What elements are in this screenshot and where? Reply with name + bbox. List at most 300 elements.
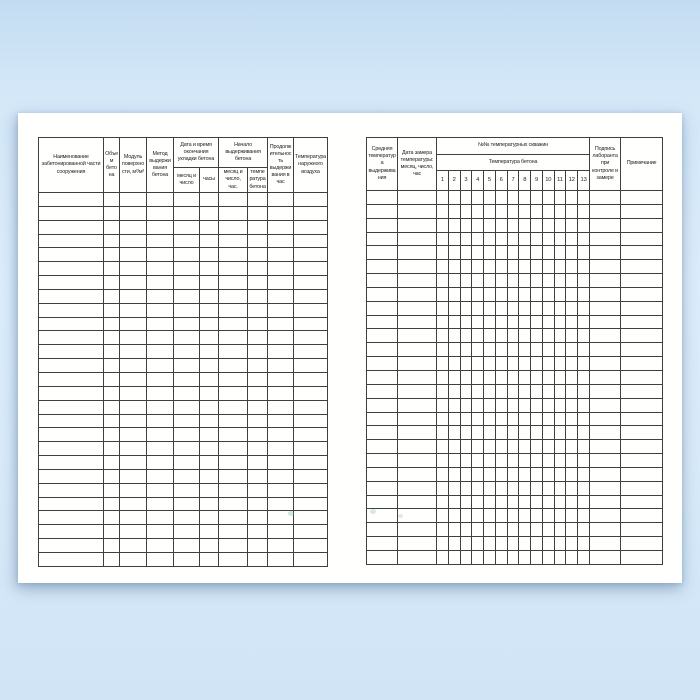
empty-cell bbox=[507, 232, 519, 246]
empty-cell bbox=[519, 232, 531, 246]
empty-cell bbox=[531, 370, 543, 384]
empty-cell bbox=[590, 523, 621, 537]
empty-cell bbox=[120, 276, 147, 290]
empty-cell bbox=[448, 412, 460, 426]
empty-cell bbox=[566, 274, 578, 288]
empty-cell bbox=[268, 234, 294, 248]
empty-cell bbox=[398, 426, 437, 440]
empty-cell bbox=[147, 234, 174, 248]
empty-cell bbox=[39, 289, 104, 303]
empty-cell bbox=[268, 289, 294, 303]
table-row bbox=[39, 428, 328, 442]
empty-cell bbox=[460, 398, 472, 412]
empty-cell bbox=[519, 287, 531, 301]
table-row bbox=[39, 193, 328, 207]
empty-cell bbox=[294, 206, 328, 220]
empty-cell bbox=[200, 206, 219, 220]
empty-cell bbox=[437, 274, 449, 288]
empty-cell bbox=[621, 509, 663, 523]
empty-cell bbox=[200, 525, 219, 539]
empty-cell bbox=[437, 315, 449, 329]
empty-cell bbox=[200, 428, 219, 442]
col-header-outdoor-air-temp: Температура наружного воздуха bbox=[294, 138, 328, 193]
empty-cell bbox=[104, 234, 120, 248]
table-row bbox=[367, 537, 663, 551]
empty-cell bbox=[484, 481, 496, 495]
empty-cell bbox=[437, 440, 449, 454]
empty-cell bbox=[200, 345, 219, 359]
table-row bbox=[367, 287, 663, 301]
empty-cell bbox=[268, 276, 294, 290]
col-header-curing-method: Метод выдерживания бетона bbox=[147, 138, 174, 193]
empty-cell bbox=[448, 274, 460, 288]
empty-cell bbox=[531, 509, 543, 523]
empty-cell bbox=[147, 345, 174, 359]
empty-cell bbox=[519, 523, 531, 537]
col-header-well-6: 6 bbox=[495, 171, 507, 191]
empty-cell bbox=[219, 414, 248, 428]
empty-cell bbox=[542, 191, 554, 205]
empty-cell bbox=[219, 386, 248, 400]
empty-cell bbox=[174, 414, 200, 428]
empty-cell bbox=[566, 260, 578, 274]
table-row bbox=[367, 370, 663, 384]
empty-cell bbox=[120, 289, 147, 303]
empty-cell bbox=[147, 552, 174, 566]
empty-cell bbox=[590, 454, 621, 468]
empty-cell bbox=[554, 301, 566, 315]
empty-cell bbox=[174, 234, 200, 248]
empty-cell bbox=[268, 317, 294, 331]
empty-cell bbox=[174, 262, 200, 276]
empty-cell bbox=[398, 315, 437, 329]
empty-cell bbox=[484, 343, 496, 357]
empty-cell bbox=[590, 343, 621, 357]
empty-cell bbox=[495, 481, 507, 495]
col-header-well-9: 9 bbox=[531, 171, 543, 191]
empty-cell bbox=[174, 372, 200, 386]
empty-cell bbox=[554, 218, 566, 232]
empty-cell bbox=[531, 467, 543, 481]
empty-cell bbox=[219, 525, 248, 539]
empty-cell bbox=[531, 440, 543, 454]
table-row bbox=[367, 550, 663, 564]
empty-cell bbox=[484, 246, 496, 260]
empty-cell bbox=[104, 525, 120, 539]
table-row bbox=[39, 345, 328, 359]
empty-cell bbox=[200, 220, 219, 234]
empty-cell bbox=[147, 428, 174, 442]
empty-cell bbox=[147, 193, 174, 207]
empty-cell bbox=[147, 469, 174, 483]
empty-cell bbox=[200, 442, 219, 456]
empty-cell bbox=[437, 329, 449, 343]
empty-cell bbox=[200, 303, 219, 317]
table-row bbox=[39, 331, 328, 345]
table-row bbox=[367, 218, 663, 232]
empty-cell bbox=[531, 246, 543, 260]
empty-cell bbox=[448, 218, 460, 232]
empty-cell bbox=[39, 552, 104, 566]
empty-cell bbox=[200, 193, 219, 207]
empty-cell bbox=[531, 315, 543, 329]
empty-cell bbox=[120, 220, 147, 234]
empty-cell bbox=[39, 372, 104, 386]
empty-cell bbox=[248, 359, 268, 373]
empty-cell bbox=[367, 232, 398, 246]
empty-cell bbox=[554, 384, 566, 398]
empty-cell bbox=[472, 440, 484, 454]
left-log-table bbox=[38, 137, 328, 567]
empty-cell bbox=[147, 206, 174, 220]
empty-cell bbox=[507, 412, 519, 426]
empty-cell bbox=[554, 315, 566, 329]
empty-cell bbox=[472, 204, 484, 218]
empty-cell bbox=[519, 550, 531, 564]
empty-cell bbox=[294, 552, 328, 566]
empty-cell bbox=[248, 428, 268, 442]
empty-cell bbox=[448, 426, 460, 440]
empty-cell bbox=[566, 440, 578, 454]
empty-cell bbox=[448, 260, 460, 274]
empty-cell bbox=[621, 440, 663, 454]
empty-cell bbox=[448, 440, 460, 454]
empty-cell bbox=[590, 370, 621, 384]
col-header-well-3: 3 bbox=[460, 171, 472, 191]
empty-cell bbox=[248, 220, 268, 234]
empty-cell bbox=[472, 274, 484, 288]
col-header-curing-start-concrete-temp: температура бетона bbox=[248, 168, 268, 193]
empty-cell bbox=[294, 525, 328, 539]
empty-cell bbox=[120, 552, 147, 566]
empty-cell bbox=[495, 550, 507, 564]
empty-cell bbox=[120, 317, 147, 331]
empty-cell bbox=[248, 511, 268, 525]
table-row bbox=[39, 303, 328, 317]
empty-cell bbox=[294, 220, 328, 234]
empty-cell bbox=[507, 287, 519, 301]
empty-cell bbox=[437, 467, 449, 481]
table-row bbox=[39, 414, 328, 428]
empty-cell bbox=[147, 483, 174, 497]
empty-cell bbox=[268, 469, 294, 483]
table-row bbox=[39, 456, 328, 470]
empty-cell bbox=[448, 204, 460, 218]
empty-cell bbox=[554, 274, 566, 288]
empty-cell bbox=[398, 384, 437, 398]
empty-cell bbox=[200, 276, 219, 290]
empty-cell bbox=[621, 204, 663, 218]
empty-cell bbox=[460, 204, 472, 218]
empty-cell bbox=[578, 467, 590, 481]
empty-cell bbox=[542, 509, 554, 523]
empty-cell bbox=[484, 523, 496, 537]
empty-cell bbox=[248, 539, 268, 553]
empty-cell bbox=[120, 442, 147, 456]
empty-cell bbox=[621, 412, 663, 426]
empty-cell bbox=[507, 343, 519, 357]
empty-cell bbox=[519, 384, 531, 398]
empty-cell bbox=[398, 218, 437, 232]
empty-cell bbox=[495, 246, 507, 260]
empty-cell bbox=[448, 232, 460, 246]
empty-cell bbox=[398, 232, 437, 246]
empty-cell bbox=[566, 315, 578, 329]
empty-cell bbox=[554, 495, 566, 509]
empty-cell bbox=[200, 372, 219, 386]
empty-cell bbox=[621, 191, 663, 205]
empty-cell bbox=[460, 218, 472, 232]
empty-cell bbox=[472, 509, 484, 523]
empty-cell bbox=[590, 426, 621, 440]
col-header-curing-duration: Продолжительность выдерживания в час bbox=[268, 138, 294, 193]
empty-cell bbox=[398, 287, 437, 301]
empty-cell bbox=[621, 315, 663, 329]
empty-cell bbox=[460, 550, 472, 564]
empty-cell bbox=[519, 329, 531, 343]
empty-cell bbox=[578, 398, 590, 412]
empty-cell bbox=[248, 276, 268, 290]
table-row bbox=[367, 384, 663, 398]
empty-cell bbox=[147, 539, 174, 553]
empty-cell bbox=[219, 483, 248, 497]
empty-cell bbox=[460, 523, 472, 537]
empty-cell bbox=[578, 523, 590, 537]
empty-cell bbox=[542, 232, 554, 246]
table-row bbox=[367, 343, 663, 357]
empty-cell bbox=[460, 357, 472, 371]
empty-cell bbox=[174, 552, 200, 566]
empty-cell bbox=[398, 343, 437, 357]
empty-cell bbox=[507, 495, 519, 509]
empty-cell bbox=[367, 426, 398, 440]
empty-cell bbox=[484, 454, 496, 468]
empty-cell bbox=[248, 289, 268, 303]
empty-cell bbox=[554, 537, 566, 551]
empty-cell bbox=[248, 456, 268, 470]
empty-cell bbox=[120, 539, 147, 553]
col-header-curing-start-month-day-hour: месяц и число, час. bbox=[219, 168, 248, 193]
empty-cell bbox=[578, 301, 590, 315]
empty-cell bbox=[554, 329, 566, 343]
empty-cell bbox=[578, 495, 590, 509]
empty-cell bbox=[367, 260, 398, 274]
empty-cell bbox=[174, 497, 200, 511]
empty-cell bbox=[578, 315, 590, 329]
empty-cell bbox=[120, 248, 147, 262]
table-row bbox=[367, 329, 663, 343]
empty-cell bbox=[472, 384, 484, 398]
empty-cell bbox=[542, 357, 554, 371]
empty-cell bbox=[448, 329, 460, 343]
empty-cell bbox=[495, 384, 507, 398]
empty-cell bbox=[542, 481, 554, 495]
empty-cell bbox=[147, 511, 174, 525]
empty-cell bbox=[590, 467, 621, 481]
empty-cell bbox=[542, 343, 554, 357]
empty-cell bbox=[460, 301, 472, 315]
empty-cell bbox=[437, 218, 449, 232]
empty-cell bbox=[566, 495, 578, 509]
empty-cell bbox=[460, 384, 472, 398]
empty-cell bbox=[495, 204, 507, 218]
empty-cell bbox=[460, 329, 472, 343]
table-row bbox=[39, 372, 328, 386]
empty-cell bbox=[566, 343, 578, 357]
empty-cell bbox=[120, 414, 147, 428]
empty-cell bbox=[39, 276, 104, 290]
empty-cell bbox=[578, 412, 590, 426]
empty-cell bbox=[437, 204, 449, 218]
table-row bbox=[39, 262, 328, 276]
empty-cell bbox=[268, 220, 294, 234]
empty-cell bbox=[367, 274, 398, 288]
empty-cell bbox=[104, 456, 120, 470]
empty-cell bbox=[542, 370, 554, 384]
empty-cell bbox=[248, 206, 268, 220]
empty-cell bbox=[484, 204, 496, 218]
empty-cell bbox=[147, 289, 174, 303]
empty-cell bbox=[248, 483, 268, 497]
empty-cell bbox=[104, 372, 120, 386]
empty-cell bbox=[590, 384, 621, 398]
empty-cell bbox=[294, 372, 328, 386]
empty-cell bbox=[437, 509, 449, 523]
empty-cell bbox=[437, 191, 449, 205]
empty-cell bbox=[104, 289, 120, 303]
empty-cell bbox=[294, 414, 328, 428]
col-header-well-7: 7 bbox=[507, 171, 519, 191]
empty-cell bbox=[294, 234, 328, 248]
empty-cell bbox=[268, 303, 294, 317]
empty-cell bbox=[367, 412, 398, 426]
empty-cell bbox=[448, 384, 460, 398]
empty-cell bbox=[248, 497, 268, 511]
empty-cell bbox=[437, 370, 449, 384]
empty-cell bbox=[200, 262, 219, 276]
empty-cell bbox=[566, 204, 578, 218]
empty-cell bbox=[519, 454, 531, 468]
empty-cell bbox=[531, 191, 543, 205]
empty-cell bbox=[519, 412, 531, 426]
empty-cell bbox=[460, 467, 472, 481]
empty-cell bbox=[219, 442, 248, 456]
empty-cell bbox=[219, 206, 248, 220]
empty-cell bbox=[174, 193, 200, 207]
empty-cell bbox=[472, 454, 484, 468]
empty-cell bbox=[248, 262, 268, 276]
empty-cell bbox=[120, 511, 147, 525]
empty-cell bbox=[147, 331, 174, 345]
table-row bbox=[39, 539, 328, 553]
empty-cell bbox=[367, 191, 398, 205]
empty-cell bbox=[448, 301, 460, 315]
empty-cell bbox=[104, 483, 120, 497]
empty-cell bbox=[507, 467, 519, 481]
empty-cell bbox=[590, 412, 621, 426]
empty-cell bbox=[566, 191, 578, 205]
empty-cell bbox=[248, 331, 268, 345]
empty-cell bbox=[398, 370, 437, 384]
empty-cell bbox=[120, 386, 147, 400]
empty-cell bbox=[542, 467, 554, 481]
empty-cell bbox=[507, 509, 519, 523]
empty-cell bbox=[519, 481, 531, 495]
empty-cell bbox=[578, 384, 590, 398]
empty-cell bbox=[566, 398, 578, 412]
left-table-body bbox=[39, 193, 328, 567]
empty-cell bbox=[219, 262, 248, 276]
empty-cell bbox=[484, 301, 496, 315]
empty-cell bbox=[294, 400, 328, 414]
empty-cell bbox=[248, 248, 268, 262]
empty-cell bbox=[39, 400, 104, 414]
empty-cell bbox=[104, 511, 120, 525]
empty-cell bbox=[621, 301, 663, 315]
empty-cell bbox=[507, 204, 519, 218]
empty-cell bbox=[219, 220, 248, 234]
empty-cell bbox=[39, 483, 104, 497]
empty-cell bbox=[621, 357, 663, 371]
empty-cell bbox=[472, 218, 484, 232]
empty-cell bbox=[507, 301, 519, 315]
empty-cell bbox=[578, 287, 590, 301]
empty-cell bbox=[104, 428, 120, 442]
empty-cell bbox=[398, 274, 437, 288]
empty-cell bbox=[219, 248, 248, 262]
col-header-well-11: 11 bbox=[554, 171, 566, 191]
empty-cell bbox=[531, 426, 543, 440]
empty-cell bbox=[566, 301, 578, 315]
table-row bbox=[367, 246, 663, 260]
empty-cell bbox=[495, 218, 507, 232]
empty-cell bbox=[294, 511, 328, 525]
empty-cell bbox=[147, 248, 174, 262]
empty-cell bbox=[104, 552, 120, 566]
empty-cell bbox=[484, 260, 496, 274]
empty-cell bbox=[531, 287, 543, 301]
col-header-well-10: 10 bbox=[542, 171, 554, 191]
empty-cell bbox=[39, 414, 104, 428]
table-row bbox=[39, 525, 328, 539]
empty-cell bbox=[484, 287, 496, 301]
empty-cell bbox=[39, 442, 104, 456]
empty-cell bbox=[460, 495, 472, 509]
empty-cell bbox=[519, 398, 531, 412]
empty-cell bbox=[542, 274, 554, 288]
empty-cell bbox=[495, 357, 507, 371]
empty-cell bbox=[367, 523, 398, 537]
empty-cell bbox=[578, 537, 590, 551]
empty-cell bbox=[554, 232, 566, 246]
empty-cell bbox=[460, 440, 472, 454]
empty-cell bbox=[200, 414, 219, 428]
empty-cell bbox=[542, 301, 554, 315]
empty-cell bbox=[39, 220, 104, 234]
empty-cell bbox=[621, 550, 663, 564]
empty-cell bbox=[448, 523, 460, 537]
empty-cell bbox=[39, 317, 104, 331]
empty-cell bbox=[566, 467, 578, 481]
empty-cell bbox=[507, 426, 519, 440]
empty-cell bbox=[104, 248, 120, 262]
empty-cell bbox=[590, 537, 621, 551]
empty-cell bbox=[578, 370, 590, 384]
empty-cell bbox=[437, 301, 449, 315]
empty-cell bbox=[398, 246, 437, 260]
empty-cell bbox=[554, 412, 566, 426]
table-row bbox=[39, 469, 328, 483]
